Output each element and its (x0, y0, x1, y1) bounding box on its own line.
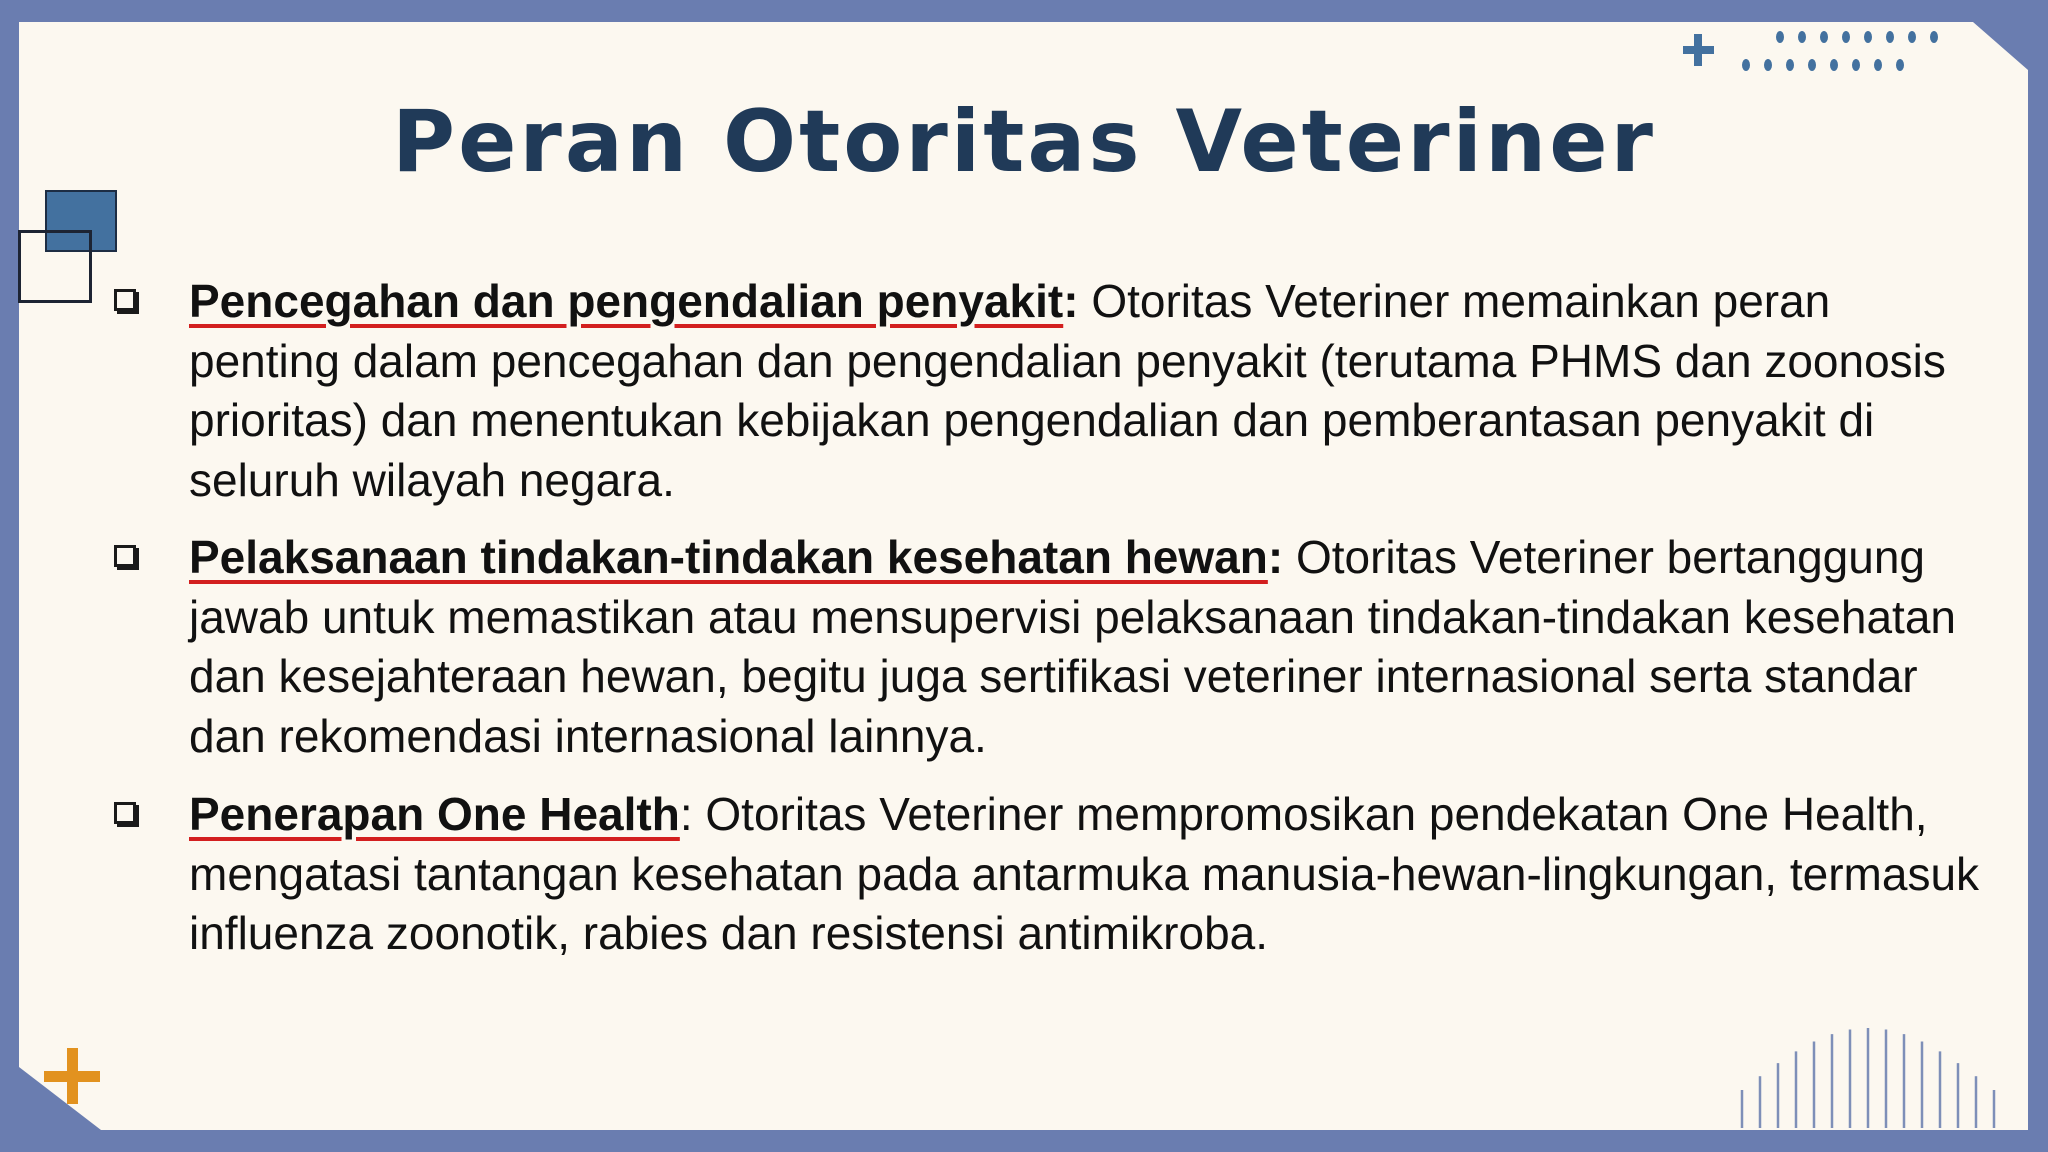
bullet-text: Otoritas Veteriner bertanggung jawab untuk memastikan atau mensupervisi pelaksanaan tindakan-tindakan kesehatan dan kesejahteraan hewan, begitu juga sertifikasi veteriner internasional serta standar dan rekomendasi internasional lainnya. (189, 531, 1956, 762)
dot (1808, 59, 1816, 71)
dot (1820, 31, 1828, 43)
dot (1830, 59, 1838, 71)
bullet-text: Otoritas Veteriner memainkan peran penting dalam pencegahan dan pengendalian penyakit (terutama PHMS dan zoonosis prioritas) dan menentukan kebijakan pengendalian dan pemberantasan penyakit di seluruh wilayah negara. (189, 275, 1946, 506)
square-outline-icon (18, 230, 92, 303)
top-right-decoration (1680, 25, 1950, 80)
dot (1886, 31, 1894, 43)
bullet-lead: Pencegahan dan pengendalian penyakit (189, 275, 1064, 327)
bullet-lead: Pelaksanaan tindakan-tindakan kesehatan hewan (189, 531, 1268, 583)
dot (1742, 59, 1750, 71)
dot (1908, 31, 1916, 43)
dot-grid-icon (1742, 31, 1938, 71)
bullet-colon: : (1063, 275, 1079, 327)
dot (1864, 31, 1872, 43)
dot (1786, 59, 1794, 71)
bullet-text: Otoritas Veteriner mempromosikan pendekatan One Health, mengatasi tantangan kesehatan pada antarmuka manusia-hewan-lingkungan, termasuk influenza zoonotik, rabies dan resistensi antimikroba. (189, 788, 1980, 959)
bullet-colon: : (1267, 531, 1284, 583)
plus-icon (1683, 34, 1714, 66)
dot (1930, 31, 1938, 43)
bullet-colon: : (679, 788, 693, 840)
checkbox-icon (114, 802, 136, 824)
dot (1842, 31, 1850, 43)
dot (1852, 59, 1860, 71)
dot (1764, 59, 1772, 71)
vertical-lines-icon (1730, 1020, 2010, 1130)
bullet-item (112, 272, 1992, 510)
bullet-item (112, 785, 1992, 964)
bullet-lead: Penerapan One Health (189, 788, 680, 840)
bullet-item (112, 528, 1992, 766)
bullet-list (112, 272, 1992, 982)
checkbox-icon (114, 545, 136, 567)
dot (1776, 31, 1784, 43)
dot (1798, 31, 1806, 43)
dot (1896, 59, 1904, 71)
plus-icon-orange (44, 1048, 102, 1104)
dot (1874, 59, 1882, 71)
checkbox-icon (114, 289, 136, 311)
slide-title: Peran Otoritas Veteriner (392, 92, 1656, 192)
